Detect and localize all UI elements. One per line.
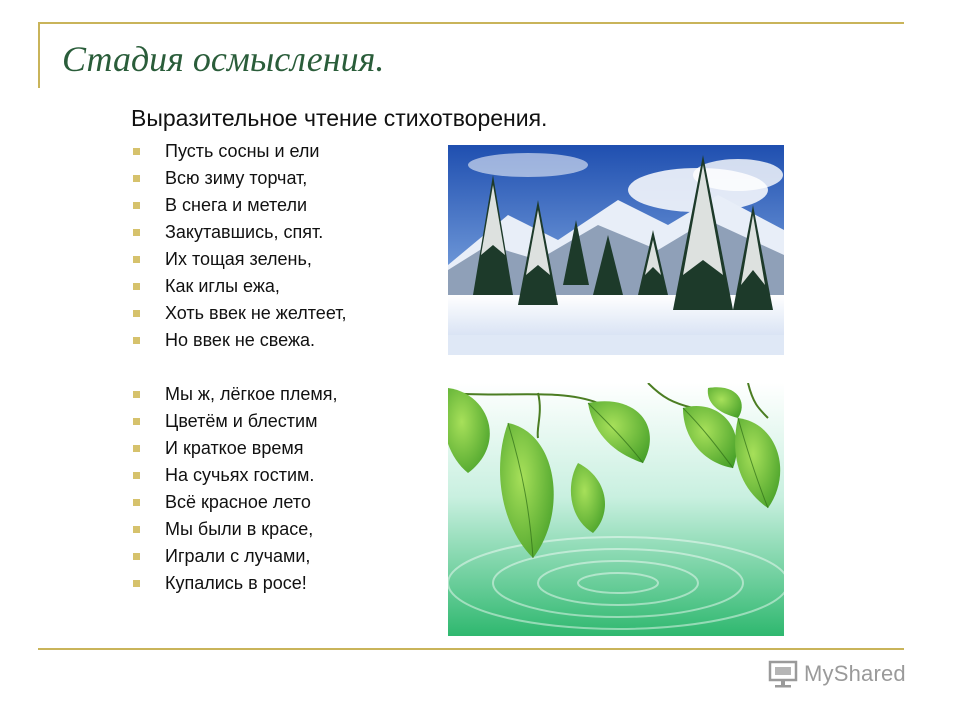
poem-line-text: Их тощая зелень, [165, 249, 312, 269]
bullet-icon [133, 202, 140, 209]
presentation-icon [768, 659, 798, 689]
poem-line [133, 570, 338, 597]
slide-subtitle: Выразительное чтение стихотворения. [131, 105, 548, 131]
poem-line [133, 138, 346, 165]
bullet-icon [133, 499, 140, 506]
poem-line-text: Пусть сосны и ели [165, 141, 320, 161]
bullet-icon [133, 256, 140, 263]
poem-line [133, 300, 346, 327]
bullet-icon [133, 580, 140, 587]
slide-title: Стадия осмысления. [62, 39, 385, 79]
bullet-icon [133, 337, 140, 344]
bullet-icon [133, 310, 140, 317]
poem-line-text: На сучьях гостим. [165, 465, 315, 485]
poem-line [133, 408, 338, 435]
watermark-text: MyShared [804, 661, 906, 686]
bullet-icon [133, 148, 140, 155]
poem-line [133, 192, 346, 219]
poem-line-text: Купались в росе! [165, 573, 307, 593]
poem-line-text: Мы ж, лёгкое племя, [165, 384, 338, 404]
poem-line [133, 327, 346, 354]
top-rule [38, 22, 904, 24]
poem-line-text: Как иглы ежа, [165, 276, 280, 296]
bullet-icon [133, 283, 140, 290]
watermark-logo [768, 657, 906, 691]
poem-line-text: В снега и метели [165, 195, 307, 215]
poem-line [133, 246, 346, 273]
poem-line [133, 273, 346, 300]
bullet-icon [133, 418, 140, 425]
bullet-icon [133, 472, 140, 479]
bullet-icon [133, 526, 140, 533]
poem-line-text: Играли с лучами, [165, 546, 311, 566]
poem-line-text: Но ввек не свежа. [165, 330, 315, 350]
poem-line [133, 516, 338, 543]
poem-line-text: Всё красное лето [165, 492, 311, 512]
bottom-rule [38, 648, 904, 650]
poem-line [133, 489, 338, 516]
poem-line-text: Мы были в красе, [165, 519, 314, 539]
poem-line [133, 462, 338, 489]
poem-line-text: И краткое время [165, 438, 304, 458]
bullet-icon [133, 553, 140, 560]
poem-line [133, 219, 346, 246]
poem-stanza-2 [133, 381, 338, 597]
winter-forest-image [448, 145, 784, 355]
bullet-icon [133, 229, 140, 236]
green-leaves-image [448, 383, 784, 636]
bullet-icon [133, 445, 140, 452]
bullet-icon [133, 175, 140, 182]
poem-line-text: Хоть ввек не желтеет, [165, 303, 347, 323]
poem-line-text: Всю зиму торчат, [165, 168, 308, 188]
poem-line [133, 543, 338, 570]
poem-line [133, 165, 346, 192]
poem-line-text: Цветём и блестим [165, 411, 318, 431]
poem-line [133, 435, 338, 462]
poem-line [133, 381, 338, 408]
left-rule [38, 22, 40, 88]
poem-stanza-1 [133, 138, 346, 354]
poem-line-text: Закутавшись, спят. [165, 222, 324, 242]
bullet-icon [133, 391, 140, 398]
